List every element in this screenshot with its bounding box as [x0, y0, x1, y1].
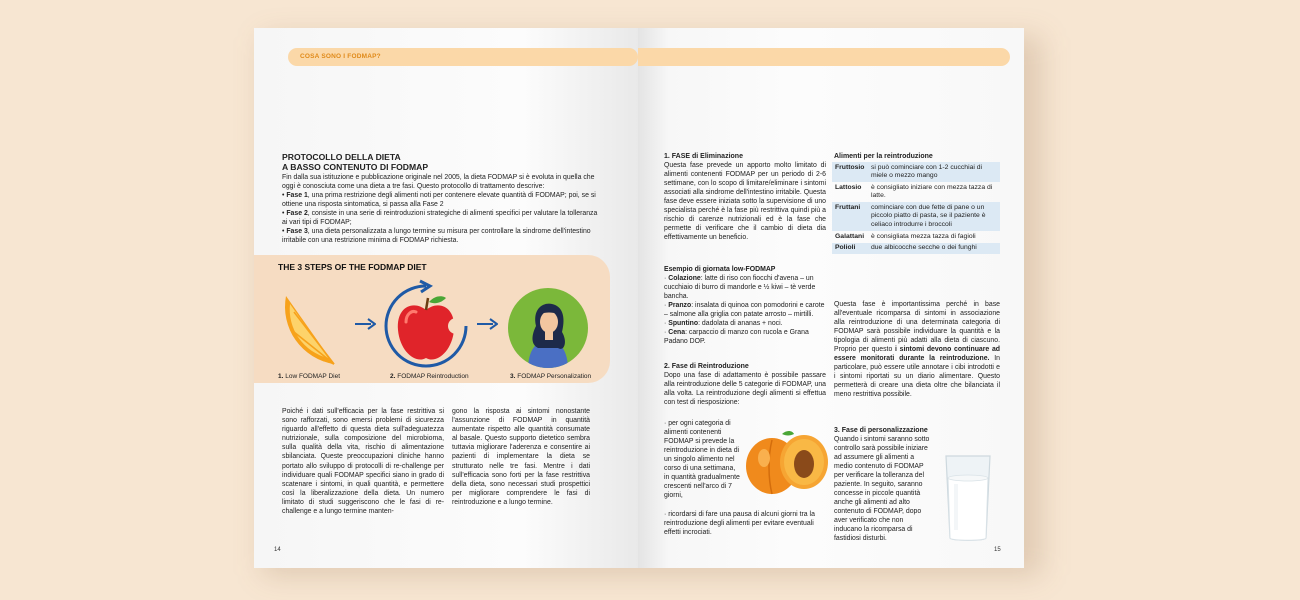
meal-label: Colazione	[668, 275, 701, 282]
protocol-title	[282, 152, 428, 172]
table-key: Lattosio	[835, 183, 862, 191]
table-row	[832, 231, 1000, 243]
title-line-2: A BASSO CONTENUTO DI FODMAP	[282, 162, 429, 172]
table-key: Polioli	[832, 243, 868, 255]
table-title: Alimenti per la reintroduzione	[834, 153, 933, 160]
arrow-right-icon	[476, 318, 498, 330]
bullet-text: ricordarsi di fare una pausa di alcuni giorni tra la reintroduzione degli alimenti per evitare eventuali effetti incrociati.	[664, 511, 815, 536]
person-avatar-icon	[506, 286, 590, 370]
explanation-text: Questa fase è importantissima perché in base all'eventuale ricomparsa di sintomi in associazione alla reintroduzione di una determinata categoria di FODMAP sarà possibile individuare la quantità e la tipologia di alimenti più adatti alla dieta di ciascuno. Proprio per questo	[834, 301, 1000, 353]
page-number: 14	[274, 547, 281, 553]
table-value: è consigliato iniziare con mezza tazza di latte.	[871, 183, 993, 200]
steps-title: THE 3 STEPS OF THE FODMAP DIET	[278, 262, 427, 272]
phase-2-explanation	[834, 300, 1000, 399]
bullet-fase-1: • Fase 1, una prima restrizione degli alimenti noti per contenere elevate quantità di FODMAP; poi, se si ottiene una risposta sintomatica, si passa alla Fase 2	[282, 192, 596, 208]
phase-2-bullet-1: · per ogni categoria di alimenti contenenti FODMAP si prevede la reintroduzione in dieta di un singolo alimento nel corso di una settimana, in quantità gradualmente crescenti nell'arco di 7 giorni,	[664, 420, 740, 499]
orange-slice-icon	[272, 290, 342, 370]
example-title: Esempio di giornata low-FODMAP	[664, 266, 776, 273]
body-column-1: Poiché i dati sull'efficacia per la fase restrittiva si sono rafforzati, sono emersi problemi di sicurezza riguardo all'effetto di questa dieta sull'adeguatezza nutrizionale, sulla composizione del microbioma, sulla qualità della vita, rischio di alimentazione sbilanciata. Queste preoccupazioni cliniche hanno portato allo sviluppo di protocolli di re-challenge per individuare quali FODMAP specifici siano in grado di scatenare i sintomi, in quali quantità, e permettere così la liberalizzazione della dieta. Un numero limitato di studi suggeriscono che le fasi di re-challenge e a lungo termine manten-	[282, 408, 444, 516]
step-label: FODMAP Reintroduction	[395, 373, 469, 380]
body-column-2: gono la risposta ai sintomi nonostante l'assunzione di FODMAP in quantità aumentate rispetto alle quantità consumate al basale. Questo supporto dietetico sembra tuttavia migliorare l'aderenza e consentire ai pazienti di implementare la dieta se strutturato nelle tre fasi. Mentre i dati sull'efficacia sono forti per la fase restrittiva della dieta, sono necessari studi prospettici per migliorare comprendere le fasi di reintroduzione e a lungo termine.	[452, 408, 590, 506]
bullet-text: per ogni categoria di alimenti contenenti FODMAP si prevede la reintroduzione in dieta di un singolo alimento nel corso di una settimana, in quantità gradualmente crescenti nell'arco di 7 giorni,	[664, 420, 740, 499]
meal-text: : dadolata di ananas + noci.	[698, 320, 783, 327]
header-bar	[638, 48, 1010, 66]
step-2-caption	[390, 373, 469, 380]
phase-2-bullet-2: · ricordarsi di fare una pausa di alcuni giorni tra la reintroduzione degli alimenti per evitare eventuali effetti incrociati.	[664, 511, 815, 536]
step-number: 3.	[510, 373, 516, 380]
meal-item: · Cena: carpaccio di manzo con rucola e Grana Padano DOP.	[664, 329, 809, 345]
milk-glass-icon	[942, 452, 994, 544]
bullet-label: Fase 2	[286, 210, 308, 217]
bullet-label: Fase 1	[286, 192, 308, 199]
meal-label: Spuntino	[668, 320, 699, 327]
table-key: Fruttosio	[832, 162, 868, 182]
table-row	[832, 202, 1000, 231]
table-row	[832, 182, 1000, 202]
right-page	[638, 28, 1024, 568]
apricot-icon	[742, 426, 832, 498]
bullet-text: , consiste in una serie di reintroduzioni strategiche di alimenti specifici per valutare la tolleranza ai vari tipi di FODMAP;	[282, 210, 598, 226]
meal-text: : insalata di quinoa con pomodorini e carote – salmone alla griglia con patate arrosto – mirtilli.	[664, 302, 825, 318]
intro-block	[282, 173, 602, 245]
table-key: Galattani	[835, 232, 865, 240]
table-value: è consigliata mezza tazza di fagioli	[871, 232, 976, 240]
bullet-label: Fase 3	[286, 228, 308, 235]
bullet-text: , una dieta personalizzata a lungo termine su misura per controllare la sindrome dell'intestino irritabile con una restrizione minima di FODMAP richiesta.	[282, 228, 591, 244]
meal-item: · Pranzo: insalata di quinoa con pomodorini e carote – salmone alla griglia con patate arrosto – mirtilli.	[664, 302, 825, 318]
section-header: COSA SONO I FODMAP?	[300, 53, 381, 60]
table-key: Fruttani	[832, 202, 868, 231]
meal-label: Cena	[668, 329, 686, 336]
step-3-caption	[510, 373, 591, 380]
bullet-fase-3: • Fase 3, una dieta personalizzata a lungo termine su misura per controllare la sindrome dell'intestino irritabile con una restrizione minima di FODMAP richiesta.	[282, 228, 591, 244]
phase-1-title: 1. FASE di Eliminazione	[664, 153, 743, 160]
apple-icon	[380, 278, 472, 378]
meal-item: · Colazione: latte di riso con fiocchi d'avena – un cucchiaio di burro di mandorle e ½ kiwi – tè verde bancha.	[664, 275, 816, 300]
step-1-caption	[278, 373, 340, 380]
bullet-text: , una prima restrizione degli alimenti noti per contenere elevate quantità di FODMAP; poi, se si ottiene una risposta sintomatica, si passa alla Fase 2	[282, 192, 596, 208]
title-line-1: PROTOCOLLO DELLA DIETA	[282, 152, 401, 162]
step-number: 2.	[390, 373, 396, 380]
meal-text: : carpaccio di manzo con rucola e Grana Padano DOP.	[664, 329, 809, 345]
explanation-bold: i sintomi devono continuare ad essere monitorati durante la reintroduzione.	[834, 346, 1000, 362]
reintroduction-table	[832, 162, 1000, 254]
meal-text: : latte di riso con fiocchi d'avena – un cucchiaio di burro di mandorle e ½ kiwi – tè verde bancha.	[664, 275, 816, 300]
phase-1-text: Questa fase prevede un apporto molto limitato di alimenti contenenti FODMAP per un periodo di 2-6 settimane, con lo scopo di limitare/eliminare i sintomi associati alla sindrome dell'intestino irritabile. Questa fase deve essere iniziata sotto la supervisione di uno specialista perché è la fase più restrittiva quindi più a rischio di carenze nutrizionali ed è la fase che permette di verificare che il cambio di dieta dia effettivamente un beneficio.	[664, 162, 826, 241]
explanation-text: In particolare, può essere utile annotare i cibi introdotti e i sintomi riportati su un diario alimentare. Questo permetterà di creare una dieta oltre che bilanciata il meno restrittiva possibile.	[834, 355, 1001, 398]
table-row	[832, 162, 1000, 182]
table-row	[832, 243, 1000, 255]
step-label: FODMAP Personalization	[515, 373, 592, 380]
left-page	[254, 28, 638, 568]
bullet-fase-2: • Fase 2, consiste in una serie di reintroduzioni strategiche di alimenti specifici per valutare la tolleranza ai vari tipi di FODMAP;	[282, 210, 598, 226]
meal-item: · Spuntino: dadolata di ananas + noci.	[664, 320, 783, 327]
table-value: due albicocche secche o dei funghi	[868, 243, 1000, 255]
step-number: 1.	[278, 373, 284, 380]
phase-2-title: 2. Fase di Reintroduzione	[664, 363, 749, 370]
phase-3-text: Quando i sintomi saranno sotto controllo sarà possibile iniziare ad assumere gli alimenti a medio contenuto di FODMAP per verificare la tolleranza del paziente. In seguito, saranno concesse in piccole quantità anche gli alimenti ad alto contenuto di FODMAP, dopo aver verificato che non inducano la ricomparsa di fastidiosi disturbi.	[834, 436, 930, 542]
meal-list	[664, 274, 826, 346]
table-value: si può cominciare con 1-2 cucchiai di miele o mezzo mango	[868, 162, 1000, 182]
phase-2-text: Dopo una fase di adattamento è possibile passare alla reintroduzione delle 5 categorie di FODMAP, una alla volta. La reintroduzione degli alimenti si effettua con test di riesposizione:	[664, 372, 826, 406]
arrow-right-icon	[354, 318, 376, 330]
table-value: cominciare con due fette di pane o un piccolo piatto di pasta, se il paziente è celiaco introdurre i broccoli	[868, 202, 1000, 231]
meal-label: Pranzo	[668, 302, 692, 309]
phase-3-title: 3. Fase di personalizzazione	[834, 427, 928, 434]
step-label: Low FODMAP Diet	[283, 373, 341, 380]
page-number: 15	[994, 547, 1001, 553]
intro-text: Fin dalla sua istituzione e pubblicazione originale nel 2005, la dieta FODMAP si è evoluta in quella che oggi è conosciuta come una dieta a tre fasi. Questo protocollo di trattamento descrive:	[282, 174, 595, 190]
